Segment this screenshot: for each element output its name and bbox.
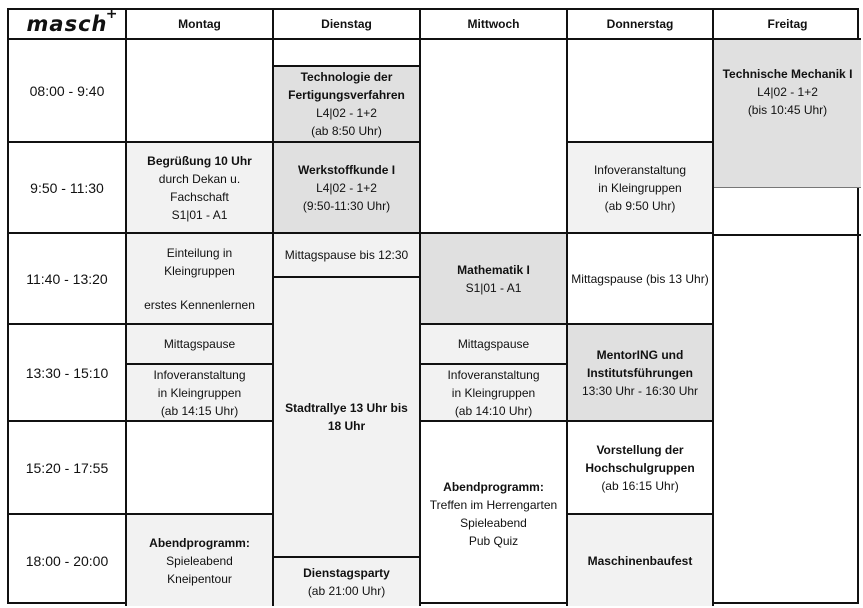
dienstag-empty-top — [274, 40, 421, 67]
donnerstag-empty-morning — [568, 40, 714, 143]
header-donnerstag: Donnerstag — [568, 10, 714, 40]
event-dienstagsparty: Dienstagsparty (ab 21:00 Uhr) — [274, 558, 421, 606]
event-vorstellung-hochschulgruppen: Vorstellung der Hochschulgruppen (ab 16:15 Uhr) — [568, 422, 714, 515]
masch-logo: masch + — [26, 10, 119, 36]
event-abendprogramm-montag: Abendprogramm: Spieleabend Kneipentour — [127, 515, 274, 606]
header-freitag: Freitag — [714, 10, 861, 40]
event-infoveranstaltung-donnerstag: Infoveranstaltung in Kleingruppen (ab 9:50 Uhr) — [568, 143, 714, 234]
event-mathematik: Mathematik I S1|01 - A1 — [421, 234, 568, 325]
freitag-empty-afternoon — [714, 234, 861, 606]
header-mittwoch: Mittwoch — [421, 10, 568, 40]
time-slot-1: 08:00 - 9:40 — [9, 40, 127, 143]
header-dienstag: Dienstag — [274, 10, 421, 40]
freitag-split-cell — [714, 143, 861, 234]
montag-empty-afternoon — [127, 422, 274, 515]
freitag-mechanik-continuation — [714, 143, 861, 188]
event-mittagspause-montag: Mittagspause — [127, 325, 274, 365]
event-stadtrallye: Stadtrallye 13 Uhr bis 18 Uhr — [274, 278, 421, 558]
event-maschinenbaufest: Maschinenbaufest — [568, 515, 714, 606]
event-mittagspause-donnerstag: Mittagspause (bis 13 Uhr) — [568, 234, 714, 325]
mittwoch-empty-morning — [421, 40, 568, 234]
event-werkstoffkunde: Werkstoffkunde I L4|02 - 1+2 (9:50-11:30 Uhr) — [274, 143, 421, 234]
time-slot-6: 18:00 - 20:00 — [9, 515, 127, 606]
event-mentoring: MentorING und Institutsführungen 13:30 Uhr - 16:30 Uhr — [568, 325, 714, 422]
montag-empty-morning — [127, 40, 274, 143]
event-mittagspause-dienstag: Mittagspause bis 12:30 — [274, 234, 421, 278]
time-slot-3: 11:40 - 13:20 — [9, 234, 127, 325]
event-begruessung: Begrüßung 10 Uhr durch Dekan u. Fachschaft S1|01 - A1 — [127, 143, 274, 234]
time-slot-4: 13:30 - 15:10 — [9, 325, 127, 422]
header-montag: Montag — [127, 10, 274, 40]
event-technische-mechanik: Technische Mechanik I L4|02 - 1+2 (bis 10:45 Uhr) — [714, 40, 861, 143]
event-technologie: Technologie der Fertigungsverfahren L4|02 - 1+2 (ab 8:50 Uhr) — [274, 67, 421, 143]
event-infoveranstaltung-montag: Infoveranstaltung in Kleingruppen (ab 14:15 Uhr) — [127, 365, 274, 422]
time-slot-5: 15:20 - 17:55 — [9, 422, 127, 515]
event-abendprogramm-mittwoch: Abendprogramm: Treffen im Herrengarten Spieleabend Pub Quiz — [421, 422, 568, 606]
time-slot-2: 9:50 - 11:30 — [9, 143, 127, 234]
schedule-table — [7, 8, 859, 604]
event-mittagspause-mittwoch: Mittagspause — [421, 325, 568, 365]
logo-cell — [9, 10, 127, 40]
event-einteilung: Einteilung in Kleingruppen erstes Kennenlernen — [127, 234, 274, 325]
event-infoveranstaltung-mittwoch: Infoveranstaltung in Kleingruppen (ab 14:10 Uhr) — [421, 365, 568, 422]
